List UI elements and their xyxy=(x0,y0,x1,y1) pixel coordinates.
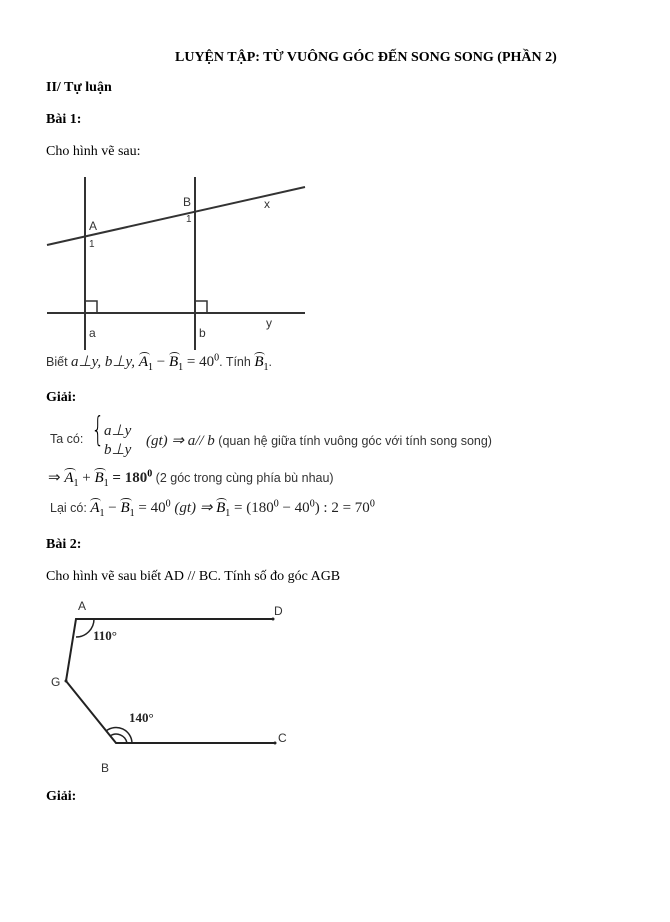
label-B1: 1 xyxy=(186,214,192,225)
label-a: a xyxy=(89,326,96,340)
exercise-1-solution: Ta có: { a⊥y b⊥y (gt) ⇒ a// b (quan hệ giữa tính vuông góc với tính song song) ⇒ $A_1 + B_1 = 180^0$ (2 góc trong cùng phía bù nhau) Lại có: $A_1 - B_1 = 40^0$ (gt) ⇒ $B_1 = (180^0 - 40^0)$ : $2 = 70^0$ xyxy=(44,418,506,522)
right-angle-mark-b xyxy=(195,301,207,313)
label-D: D xyxy=(274,604,283,618)
page-title: LUYỆN TẬP: TỪ VUÔNG GÓC ĐẾN SONG SONG (PHẦN 2) xyxy=(175,50,557,65)
label-C: C xyxy=(278,731,287,745)
angle-label-110: 110° xyxy=(93,628,117,643)
section-heading: II/ Tự luận xyxy=(46,80,112,95)
label-B2: B xyxy=(101,761,110,775)
system-line-2: b⊥y xyxy=(104,442,132,458)
exercise-1-caption: Biết a⊥y, b⊥y, $A_1 - B_1 = 40^0$. Tính $B_1$. xyxy=(46,352,272,373)
exercise-2-solution-heading: Giải: xyxy=(46,789,77,804)
system-line-1: a⊥y xyxy=(104,423,132,439)
solution-line-1: Ta có: xyxy=(50,432,84,446)
solution-line-3: Lại có: $A_1 - B_1 = 40^0$ (gt) ⇒ $B_1 = (180^0 - 40^0)$ : $2 = 70^0$ xyxy=(50,498,375,519)
brace: { xyxy=(91,410,105,450)
angle-label-140: 140° xyxy=(129,710,154,725)
exercise-1-solution-heading: Giải: xyxy=(46,390,77,405)
label-A: A xyxy=(89,219,98,233)
label-B: B xyxy=(183,195,192,209)
label-A1: 1 xyxy=(89,239,95,250)
exercise-1-intro: Cho hình vẽ sau: xyxy=(46,144,141,159)
exercise-2-intro: Cho hình vẽ sau biết AD // BC. Tính số đo góc AGB xyxy=(46,569,341,584)
solution-line-2: ⇒ $A_1 + B_1 = 180^0$ (2 góc trong cùng phía bù nhau) xyxy=(48,468,334,489)
exercise-2-heading: Bài 2: xyxy=(46,537,82,552)
label-y: y xyxy=(266,316,272,330)
label-G: G xyxy=(51,675,61,689)
exercise-1-heading: Bài 1: xyxy=(46,112,82,127)
label-A2: A xyxy=(78,599,87,613)
label-x: x xyxy=(264,197,270,211)
right-angle-mark-a xyxy=(85,301,97,313)
label-b: b xyxy=(199,326,206,340)
